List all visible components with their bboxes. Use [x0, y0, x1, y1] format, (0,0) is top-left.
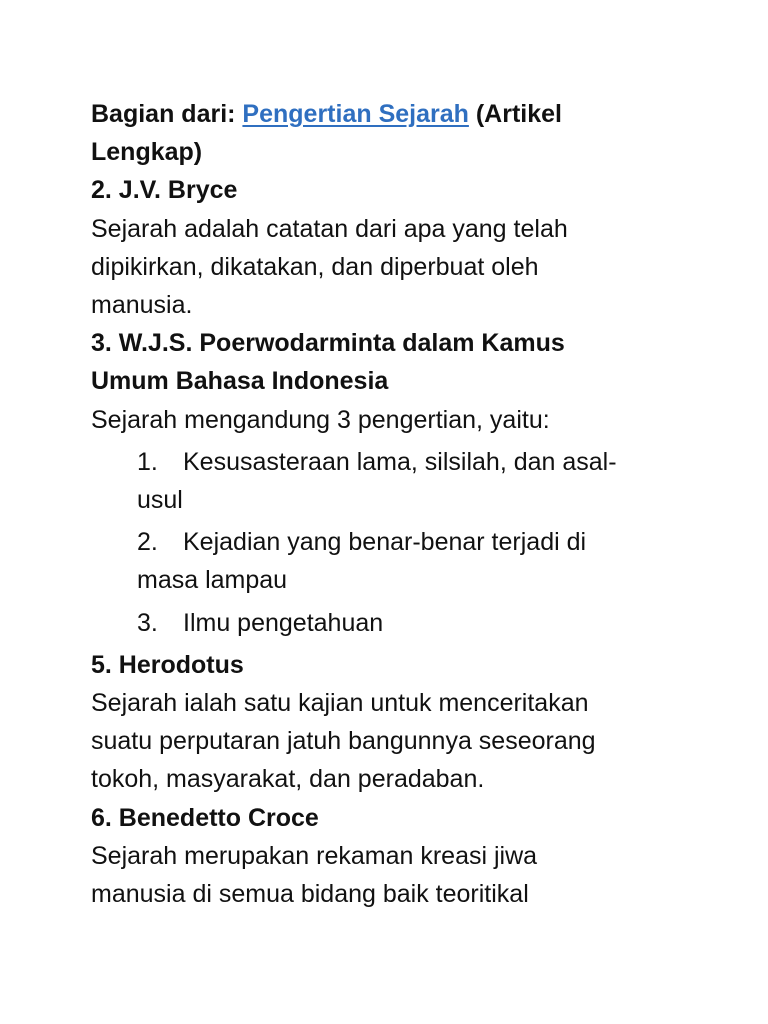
pengertian-sejarah-link[interactable]: Pengertian Sejarah — [242, 100, 469, 128]
body-line: suatu perputaran jatuh bangunnya seseorang — [91, 727, 596, 756]
list-text: Kejadian yang benar-benar terjadi di — [183, 528, 587, 557]
body-line: Sejarah adalah catatan dari apa yang telah — [91, 214, 568, 243]
section-heading-bryce: 2. J.V. Bryce — [91, 176, 238, 205]
header-prefix: Bagian dari: — [91, 100, 243, 128]
header-line-1 — [91, 95, 678, 133]
list-text: Kesusasteraan lama, silsilah, dan asal- — [183, 447, 617, 476]
section-heading-herodotus: 5. Herodotus — [91, 650, 244, 679]
list-item — [91, 604, 678, 642]
list-text: Ilmu pengetahuan — [183, 608, 384, 637]
list-number: 3. — [137, 608, 158, 637]
body-line: tokoh, masyarakat, dan peradaban. — [91, 765, 485, 794]
numbered-list — [91, 443, 678, 642]
list-item — [91, 443, 678, 519]
body-line: manusia. — [91, 291, 193, 320]
section-heading-poerwodarminta-cont: Umum Bahasa Indonesia — [91, 367, 389, 396]
list-text-cont: usul — [137, 486, 183, 515]
body-line: Sejarah ialah satu kajian untuk menceritakan — [91, 689, 589, 718]
body-line: manusia di semua bidang baik teoritikal — [91, 880, 529, 909]
section-intro: Sejarah mengandung 3 pengertian, yaitu: — [91, 405, 550, 434]
section-heading-poerwodarminta: 3. W.J.S. Poerwodarminta dalam Kamus — [91, 329, 565, 358]
list-text-cont: masa lampau — [137, 566, 288, 595]
section-heading-croce: 6. Benedetto Croce — [91, 803, 319, 832]
list-number: 1. — [137, 447, 158, 476]
header-line-2: Lengkap) — [91, 138, 203, 167]
body-line: dipikirkan, dikatakan, dan diperbuat oleh — [91, 252, 539, 281]
body-line: Sejarah merupakan rekaman kreasi jiwa — [91, 841, 538, 870]
header-suffix: (Artikel — [468, 100, 562, 128]
list-item — [91, 523, 678, 599]
list-number: 2. — [137, 528, 158, 557]
